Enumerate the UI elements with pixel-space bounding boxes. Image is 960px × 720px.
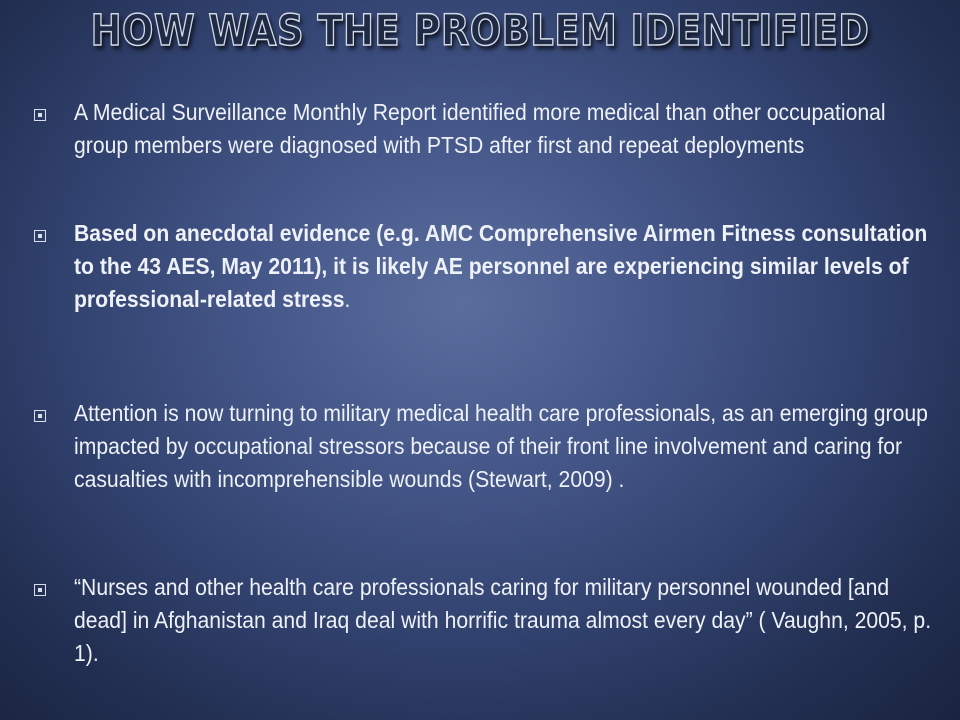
slide-title: HOW WAS THE PROBLEM IDENTIFIED <box>90 6 870 56</box>
bullet-text: A Medical Surveillance Monthly Report identified more medical than other occupational group members were diagnosed with PTSD after first and repeat deployments <box>74 99 886 158</box>
bullet-text-bold: Based on anecdotal evidence (e.g. AMC Comprehensive Airmen Fitness consultation to the 43 AES, May 2011), it is likely AE personnel are experiencing similar levels of professional-related stress <box>74 220 928 312</box>
square-bullet-icon <box>34 584 46 596</box>
square-bullet-icon <box>34 230 46 242</box>
bullet-text <box>74 217 934 316</box>
bullet-text: Attention is now turning to military medical health care professionals, as an emerging group impacted by occupational stressors because of their front line involvement and caring for casualties with incomprehensible wounds (Stewart, 2009) . <box>74 400 928 492</box>
bullet-text: “Nurses and other health care professionals caring for military personnel wounded [and dead] in Afghanistan and Iraq deal with horrific trauma almost every day” ( Vaughn, 2005, p. 1). <box>74 574 932 666</box>
bullet-text-tail: . <box>344 286 351 312</box>
square-bullet-icon <box>34 410 46 422</box>
square-bullet-icon <box>34 109 46 121</box>
